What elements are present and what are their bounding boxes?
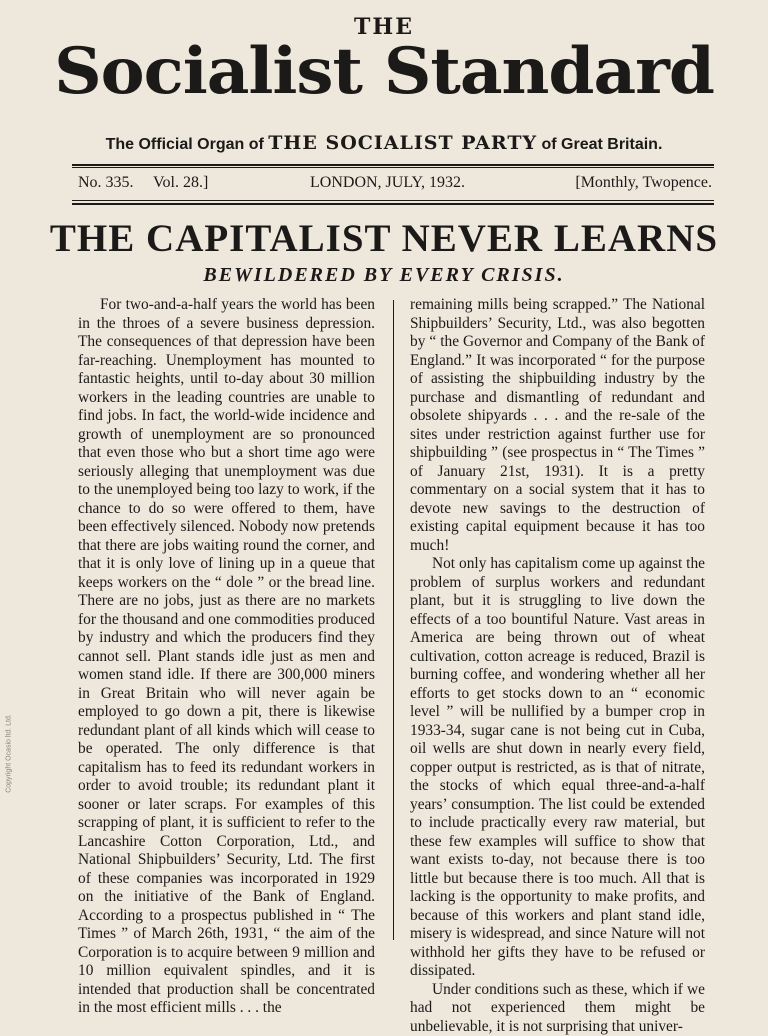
right-column-text-3: Under conditions such as these, which if we had not experienced them might be unbelievable, it is not surprising that univer- bbox=[410, 981, 705, 1036]
issue-volume: Vol. 28.] bbox=[153, 174, 208, 192]
issue-price: [Monthly, Twopence. bbox=[575, 174, 712, 192]
rule-mid-thin bbox=[72, 200, 714, 201]
rule-top-thin bbox=[72, 167, 714, 168]
issue-line bbox=[78, 174, 712, 196]
article-subheadline: BEWILDERED BY EVERY CRISIS. bbox=[0, 264, 768, 287]
article-left-column bbox=[78, 296, 375, 1018]
article-headline: THE CAPITALIST NEVER LEARNS bbox=[0, 216, 768, 261]
masthead-the: THE bbox=[0, 14, 768, 40]
issue-number: No. 335. bbox=[78, 174, 134, 192]
copyright-text: Copyright Ocasio ltd. Ltd. bbox=[6, 549, 13, 959]
rule-mid bbox=[72, 203, 714, 205]
issue-place-date: LONDON, JULY, 1932. bbox=[310, 174, 465, 192]
right-column-text-2: Not only has capitalism come up against the problem of surplus workers and redundant plant, but it is struggling to live down the effects of a too bountiful Nature. Vast areas in America are being thrown out of wheat cultivation, cotton acreage is reduced, Brazil is burning coffee, and wondering whether all her efforts to get stocks down to an “ economic level ” will be nullified by a bumper crop in 1933-34, sugar cane is not being cut in Cuba, oil wells are shut down in nearly every field, copper output is restricted, as is that of nitrate, the stocks of which equal three-and-a-half years’ consumption. The list could be extended to include practically every raw material, but these few examples will suffice to show that want exists to-day, not because there is too little but because there is too much. All that is lacking is the opportunity to make profits, and because of this workers and plant stand idle, misery is widespread, and since Nature will not withhold her gifts they have to be refused or dissipated. bbox=[410, 555, 705, 981]
masthead-organ-line bbox=[0, 132, 768, 154]
copyright-margin-note bbox=[0, 540, 14, 980]
column-divider bbox=[393, 300, 394, 940]
masthead-title: Socialist Standard bbox=[0, 34, 768, 109]
rule-top bbox=[72, 164, 714, 166]
right-column-text-1: remaining mills being scrapped.” The National Shipbuilders’ Security, Ltd., was also begotten by “ the Governor and Company of the Bank of England.” It was incorporated “ for the purpose of assisting the shipbuilding industry by the purchase and dismantling of redundant and obsolete shipyards . . . and the re-sale of the sites under restriction against further use for shipbuilding ” (see prospectus in “ The Times ” of January 21st, 1931). It is a pretty commentary on a social system that it has to devote new savings to the destruction of existing capital equipment because it has too much! bbox=[410, 296, 705, 555]
left-column-text: For two-and-a-half years the world has been in the throes of a severe business depression. The consequences of that depression have been far-reaching. Unemployment has mounted to fantastic heights, until to-day about 30 million workers in the leading countries are unable to find jobs. In fact, the world-wide incidence and growth of unemployment are so pronounced that even those who but a short time ago were seriously alleging that unemployment was due to the unemployed being too lazy to work, if the chance to do so were offered to them, have been effectively silenced. Nobody now pretends that there are jobs waiting round the corner, and that it is only love of lining up in a queue that keeps workers on the “ dole ” or the bread line. There are no jobs, just as there are no markets for the thousand and one commodities produced by industry and which the producers find they cannot sell. Plant stands idle just as men and women stand idle. If there are 300,000 miners in Great Britain who will never again be employed to go down a pit, there is likewise redundant plant of all kinds which will cease to be operated. The only difference is that capitalism has to feed its redundant workers in order to avoid trouble; its redundant plant it sooner or later scraps. For examples of this scrapping of plant, it is sufficient to refer to the Lancashire Cotton Corporation, Ltd., and National Shipbuilders’ Security, Ltd. The first of these companies was incorporated in 1929 on the initiative of the Bank of England. According to a prospectus published in “ The Times ” of March 26th, 1931, “ the aim of the Corporation is to acquire between 9 million and 10 million equivalent spindles, and it is intended that production shall be concentrated in the most efficient mills . . . the bbox=[78, 296, 375, 1018]
organ-post: of Great Britain. bbox=[541, 136, 662, 153]
organ-pre: The Official Organ of bbox=[106, 136, 264, 153]
organ-party: THE SOCIALIST PARTY bbox=[268, 132, 537, 154]
article-right-column bbox=[410, 296, 705, 1036]
